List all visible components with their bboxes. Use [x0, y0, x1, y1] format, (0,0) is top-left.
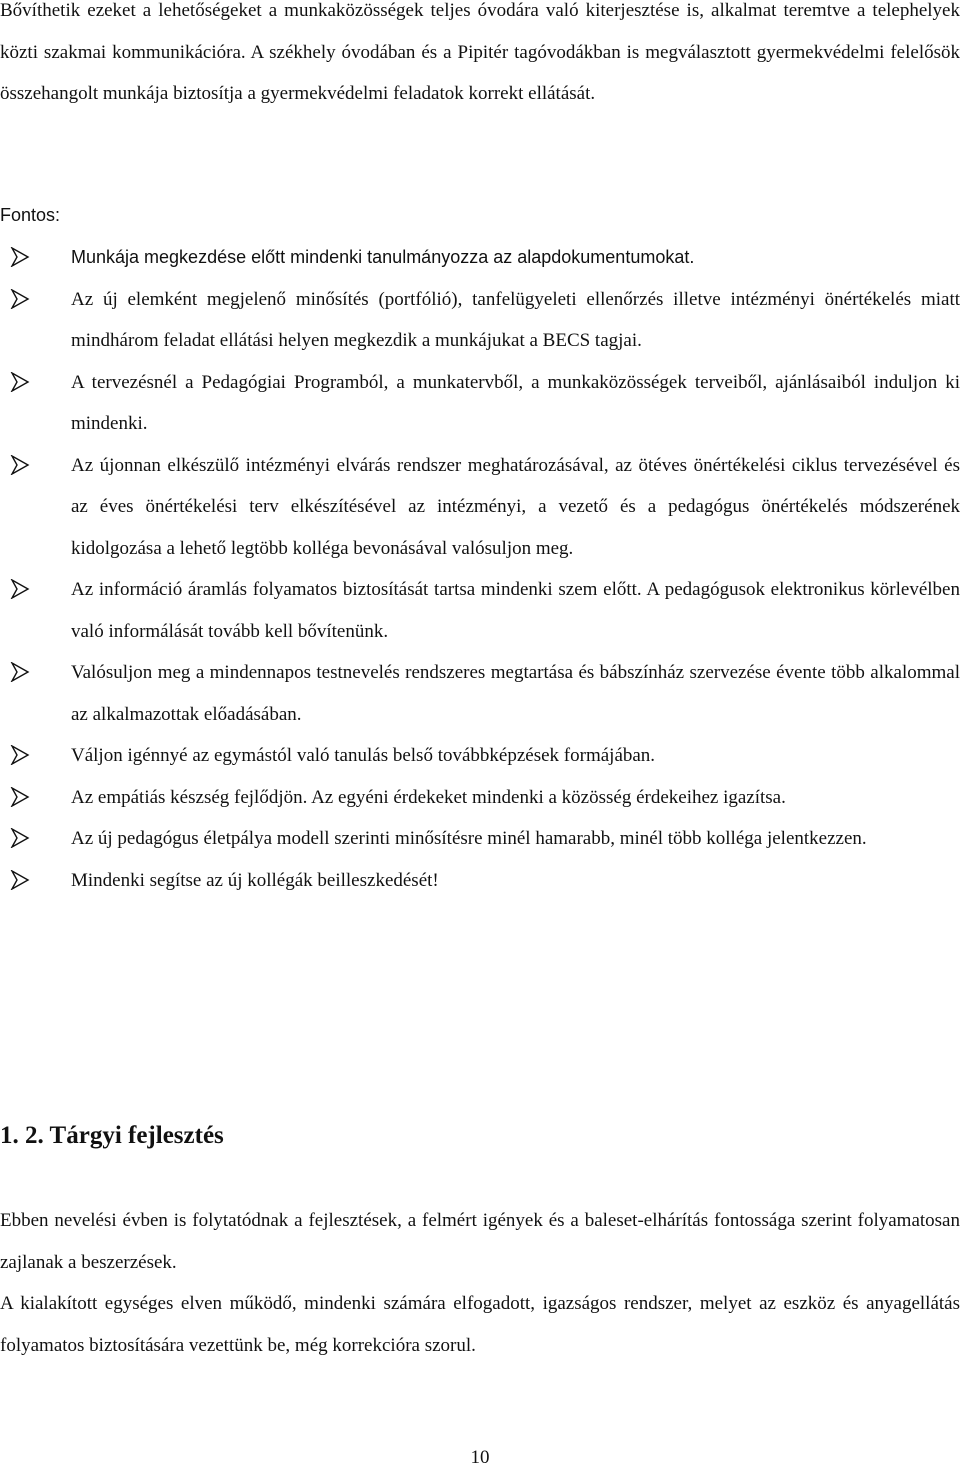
- list-item: [0, 445, 960, 570]
- arrow-bullet-icon: [10, 289, 30, 309]
- fontos-label: Fontos:: [0, 205, 61, 225]
- list-item-text: A tervezésnél a Pedagógiai Programból, a munkatervből, a munkaközösségek terveiből, ajánlásaiból induljon ki mindenki.: [71, 371, 960, 434]
- arrow-bullet-icon: [10, 828, 30, 848]
- intro-paragraph: Bővíthetik ezeket a lehetőségeket a munkaközösségek teljes óvodára való kiterjesztése is, alkalmat teremtve a telephelyek közti szakmai kommunikációra. A székhely óvodában és a Pipitér tagóvodákban is megválasztott gyermekvédelmi felelősök összehangolt munkája biztosítja a gyermekvédelmi feladatok korrekt ellátását.: [0, 0, 960, 104]
- list-item: [0, 652, 960, 735]
- arrow-bullet-icon: [10, 745, 30, 765]
- arrow-bullet-icon: [10, 787, 30, 807]
- list-item-text: Az új elemként megjelenő minősítés (portfólió), tanfelügyeleti ellenőrzés illetve intézményi önértékelés miatt mindhárom feladat ellátási helyen megkezdik a munkájukat a BECS tagjai.: [71, 288, 960, 351]
- list-item: [0, 237, 960, 279]
- page-number: 10: [470, 1447, 490, 1468]
- paragraph-procurement: Ebben nevelési évben is folytatódnak a fejlesztések, a felmért igények és a baleset-elhárítás fontossága szerint folyamatosan zajlanak a beszerzések.: [0, 1210, 960, 1273]
- list-item: [0, 818, 960, 860]
- list-item-text: Munkája megkezdése előtt mindenki tanulmányozza az alapdokumentumokat.: [71, 247, 695, 267]
- list-item: [0, 860, 960, 902]
- section-heading: 1. 2. Tárgyi fejlesztés: [0, 1122, 224, 1149]
- arrow-bullet-icon: [10, 372, 30, 392]
- list-item-text: Az információ áramlás folyamatos biztosítását tartsa mindenki szem előtt. A pedagógusok elektronikus körlevélben való informálását tovább kell bővítenünk.: [71, 579, 960, 642]
- list-item: [0, 735, 960, 777]
- list-item-text: Váljon igénnyé az egymástól való tanulás belső továbbképzések formájában.: [71, 745, 656, 766]
- arrow-bullet-icon: [10, 662, 30, 682]
- list-item-text: Valósuljon meg a mindennapos testnevelés rendszeres megtartása és bábszínház szervezése évente több alkalommal az alkalmazottak előadásában.: [71, 662, 960, 725]
- list-item-text: Az újonnan elkészülő intézményi elvárás rendszer meghatározásával, az ötéves önértékelési ciklus tervezésével és az éves önértékelési terv elkészítésével az intézményi, a vezető és a pedagógus önértékelés módszerének kidolgozása a lehető legtöbb kolléga bevonásával valósuljon meg.: [71, 454, 960, 559]
- list-item-text: Az új pedagógus életpálya modell szerinti minősítésre minél hamarabb, minél több kolléga jelentkezzen.: [71, 828, 867, 849]
- list-item-text: Mindenki segítse az új kollégák beilleszkedését!: [71, 869, 439, 891]
- arrow-bullet-icon: [10, 247, 30, 267]
- paragraph-system: A kialakított egységes elven működő, mindenki számára elfogadott, igazságos rendszer, melyet az eszköz és anyagellátás folyamatos biztosítására vezettünk be, még korrekcióra szorul.: [0, 1293, 960, 1356]
- list-item: [0, 362, 960, 445]
- list-item: [0, 569, 960, 652]
- list-item-text: Az empátiás készség fejlődjön. Az egyéni érdekeket mindenki a közösség érdekeihez igazítsa.: [71, 786, 786, 808]
- list-item: [0, 279, 960, 362]
- bullet-list: [0, 237, 960, 901]
- arrow-bullet-icon: [10, 870, 30, 890]
- list-item: [0, 777, 960, 819]
- arrow-bullet-icon: [10, 579, 30, 599]
- arrow-bullet-icon: [10, 455, 30, 475]
